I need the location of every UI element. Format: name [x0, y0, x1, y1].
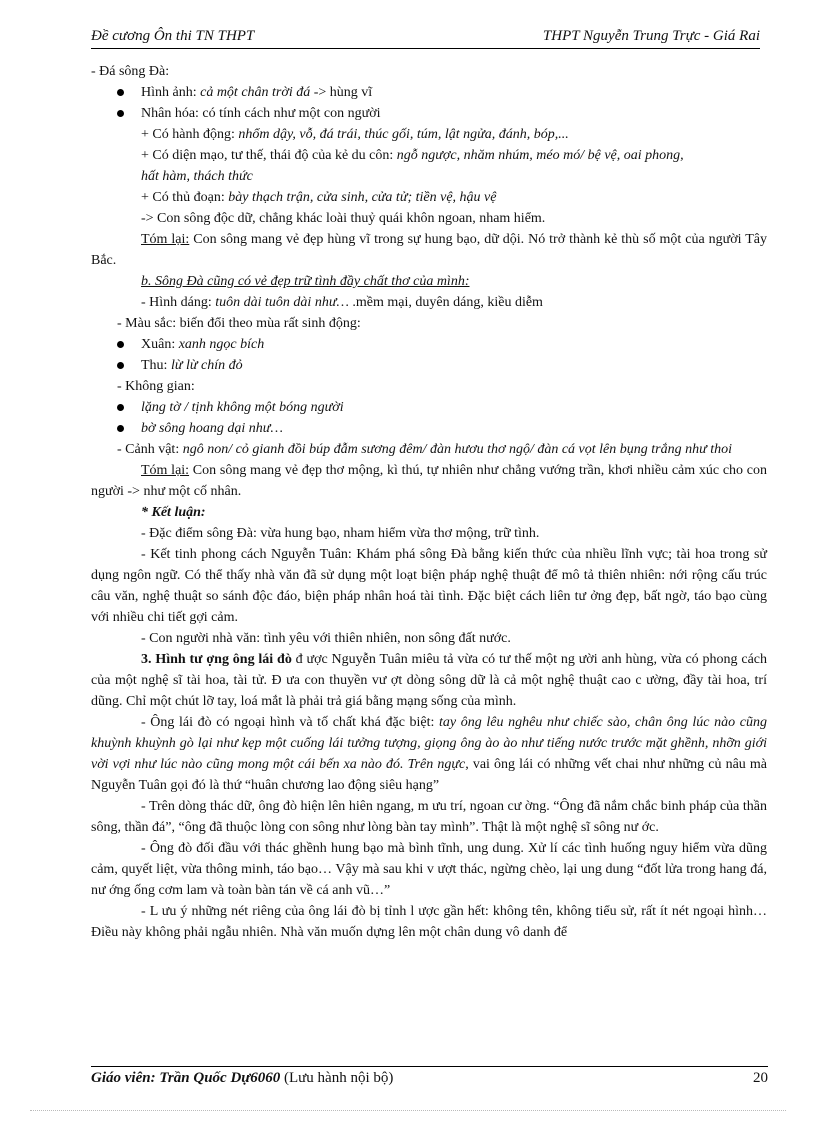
page-edge-divider: [30, 1110, 786, 1111]
page-footer: [91, 1066, 768, 1092]
page-number: 20: [753, 1070, 768, 1086]
bullet-hinh-anh: Hình ảnh: cả một chân trời đá -> hùng vĩ: [91, 82, 767, 103]
bullet-thu: Thu: lừ lừ chín đỏ: [91, 355, 767, 376]
header-left: Đề cương Ôn thi TN THPT: [91, 28, 255, 44]
paragraph-ket-tinh: - Kết tinh phong cách Nguyễn Tuân: Khám phá sông Đà bằng kiến thức của nhiều lĩnh vực; tài hoa trong sử dụng ngôn ngữ. Có thể thấy nhà văn đã sử dụng một loạt biện pháp nghệ thuật để mô tả thiên nhiên: nới rộng cấu trúc câu văn, nghệ thuật so sánh độc đáo, biện pháp nhân hoá tài tình. Đặc biệt cách liên tư ởng đẹp, bất ngờ, táo bạo cùng với nhiều chi tiết gợi cảm.: [91, 547, 767, 625]
line-da-song-da: - Đá sông Đà:: [91, 64, 170, 79]
bullet-dot-icon: [117, 89, 124, 96]
paragraph-tom-lai-2: Tóm lại: Con sông mang vẻ đẹp thơ mộng, kì thú, tự nhiên như chẳng vướng trần, khơi nhiều cảm xúc cho con người -> như một cố nhân.: [91, 463, 767, 499]
line-dien-mao: + Có diện mạo, tư thế, thái độ của kẻ du côn: ngỗ ngược, nhăm nhúm, méo mó/ bệ vệ, oai phong,: [141, 148, 684, 163]
header-right: THPT Nguyễn Trung Trực - Giá Rai: [542, 28, 760, 44]
bullet-dot-icon: [117, 404, 124, 411]
paragraph-canh-vat: - Cảnh vật: ngô non/ cỏ gianh đồi búp đẫm sương đêm/ đàn hươu thơ ngộ/ đàn cá vọt lên bụng trắng như thoi: [117, 442, 733, 457]
paragraph-hinh-tuong-ong-lai-do: 3. Hình tư ợng ông lái đò đ ược Nguyễn Tuân miêu tả vừa có tư thế một ng ười anh hùng, vừa có phong cách của một nghệ sĩ tài hoa, tài tử. Đ ưa con thuyền vư ợt dòng sông dữ là cả một nghệ thuật cao c ường, đầy tài hoa, trí dũng. Chỉ một chút lỡ tay, loá mắt là phải trả giá bằng mạng sống của mình.: [91, 652, 767, 709]
line-mau-sac: - Màu sắc: biến đổi theo mùa rất sinh động:: [117, 316, 361, 331]
paragraph-ngoai-hinh: - Ông lái đò có ngoại hình và tố chất khá đặc biệt: tay ông lêu nghêu như chiếc sào, chân ông lúc nào cũng khuỳnh khuỳnh gò lại như kẹp một cuống lái tưởng tượng, giọng ông ào ào như tiếng nước trước mặt ghềnh, nhỡn giới vời vợi như lúc nào cũng mong một cái bến xa nào đó. Trên ngực, vai ông lái có những vết chai như những củ nâu mà Nguyễn Tuân gọi đó là thứ “huân chương lao động siêu hạng”: [91, 715, 767, 793]
line-thu-doan: + Có thủ đoạn: bày thạch trận, cửa sinh, cửa tử; tiền vệ, hậu vệ: [141, 190, 497, 205]
bullet-dot-icon: [117, 362, 124, 369]
paragraph-thac-ghenh: - Ông đò đối đầu với thác ghềnh hung bạo mà bình tĩnh, ung dung. Xử lí các tình huống nguy hiểm vừa dũng cảm, quyết liệt, vừa thông minh, táo bạo… Vậy mà sau khi v ượt thác, ngừng chèo, lại ung dung “đốt lửa trong hang đá, nư ớng ống cơm lam và toàn bàn tán về cá anh vũ…”: [91, 841, 767, 898]
heading-ket-luan: * Kết luận:: [141, 505, 206, 520]
bullet-lang-to: lặng tờ / tịnh không một bóng người: [91, 397, 767, 418]
section-heading-b: b. Sông Đà cũng có vẻ đẹp trữ tình đầy chất thơ của mình:: [141, 274, 470, 289]
bullet-dot-icon: [117, 341, 124, 348]
footer-teacher: Giáo viên: Trần Quốc Dự6060: [91, 1070, 281, 1086]
line-dac-diem: - Đặc điểm sông Đà: vừa hung bạo, nham hiểm vừa thơ mộng, trữ tình.: [141, 526, 540, 541]
bullet-xuan: Xuân: xanh ngọc bích: [91, 334, 767, 355]
bullet-nhan-hoa: Nhân hóa: có tính cách như một con người: [91, 103, 767, 124]
page-body: [91, 61, 767, 943]
line-con-nguoi-nha-van: - Con người nhà văn: tình yêu với thiên nhiên, non sông đất nước.: [141, 631, 511, 646]
page-header: [91, 28, 760, 49]
line-khong-gian: - Không gian:: [117, 379, 195, 394]
bullet-bo-song: bờ sông hoang dại như…: [91, 418, 767, 439]
line-hanh-dong: + Có hành động: nhổm dậy, vỗ, đá trái, thúc gối, túm, lật ngửa, đánh, bóp,...: [141, 127, 569, 142]
line-hinh-dang: - Hình dáng: tuôn dài tuôn dài như… .mềm mại, duyên dáng, kiều diễm: [141, 295, 543, 310]
bullet-dot-icon: [117, 110, 124, 117]
paragraph-tom-lai-1: Tóm lại: Con sông mang vẻ đẹp hùng vĩ trong sự hung bạo, dữ dội. Nó trở thành kẻ thù số một của người Tây Bắc.: [91, 232, 767, 268]
paragraph-thac-du: - Trên dòng thác dữ, ông đò hiện lên hiên ngang, m ưu trí, ngoan cư ờng. “Ông đã nắm chắc binh pháp của thần sông, thần đá”, “ông đã thuộc lòng con sông như lòng bàn tay mình”. Thật là một nghệ sĩ sông nư ớc.: [91, 799, 767, 835]
footer-note: (Lưu hành nội bộ): [280, 1070, 394, 1086]
paragraph-luu-y: - L ưu ý những nét riêng của ông lái đò bị tỉnh l ược gần hết: không tên, không tiểu sử, rất ít nét ngoại hình… Điều này không phải ngẫu nhiên. Nhà văn muốn dựng lên một chân dung vô danh để: [91, 904, 767, 940]
bullet-dot-icon: [117, 425, 124, 432]
line-hat-ham: hất hàm, thách thức: [141, 169, 253, 184]
line-con-song-doc-du: -> Con sông độc dữ, chẳng khác loài thuỷ quái khôn ngoan, nham hiểm.: [141, 211, 546, 226]
